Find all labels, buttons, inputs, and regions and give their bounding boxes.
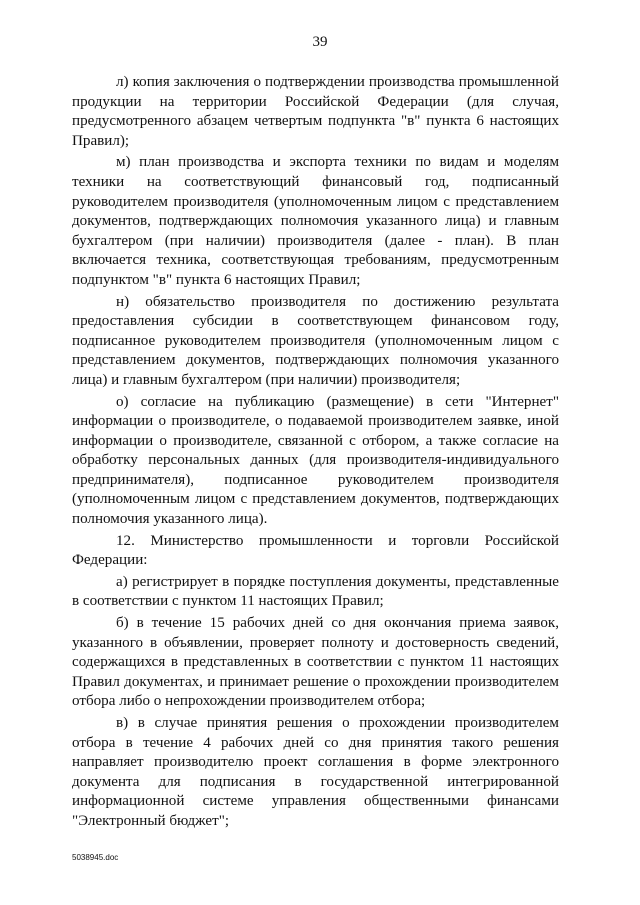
clause-m: м) план производства и экспорта техники по видам и моделям техники на соответствующий финансовый год, подписанный руководителем производителя (уполномоченным лицом с представлением документов, подтверждающих полномочия указанного лица) и главным бухгалтером (при наличии) производителя (далее - план). В план включается техника, соответствующая требованиям, предусмотренным подпунктом "в" пункта 6 настоящих Правил; xyxy=(72,154,559,288)
page-number: 39 xyxy=(312,34,328,50)
clause-a: а) регистрирует в порядке поступления документы, представленные в соответствии с пунктом 11 настоящих Правил; xyxy=(72,573,559,610)
clause-b: б) в течение 15 рабочих дней со дня окончания приема заявок, указанного в объявлении, проверяет полноту и достоверность сведений, содержащихся в представленных в соответствии с пунктом 11 настоящих Правил документах, и принимает решение о прохождении производителем отбора либо о непрохождении производителем отбора; xyxy=(72,615,559,710)
clause-v: в) в случае принятия решения о прохождении производителем отбора в течение 4 рабочих дней со дня принятия такого решения направляет производителю проект соглашения в форме электронного документа для подписания в государственной интегрированной информационной системе управления общественными финансами "Электронный бюджет"; xyxy=(72,715,559,829)
clause-n: н) обязательство производителя по достижению результата предоставления субсидии в соответствующем финансовом году, подписанное руководителем производителя (уполномоченным лицом с представлением документов, подтверждающих полномочия указанного лица) и главным бухгалтером (при наличии) производителя; xyxy=(72,293,559,388)
clause-l: л) копия заключения о подтверждении производства промышленной продукции на территории Российской Федерации (для случая, предусмотренного абзацем четвертым подпункта "в" пункта 6 настоящих Правил); xyxy=(72,74,559,149)
document-body xyxy=(72,73,559,834)
section-12-heading: 12. Министерство промышленности и торговли Российской Федерации: xyxy=(72,532,559,569)
document-file-code: 5038945.doc xyxy=(72,853,119,862)
clause-o: о) согласие на публикацию (размещение) в сети "Интернет" информации о производителе, о подаваемой производителем заявке, иной информации о производителе, связанной с отбором, а также согласие на обработку персональных данных (для производителя-индивидуального предпринимателя), подписанное руководителем производителя (уполномоченным лицом с представлением документов, подтверждающих полномочия указанного лица). xyxy=(72,393,559,528)
